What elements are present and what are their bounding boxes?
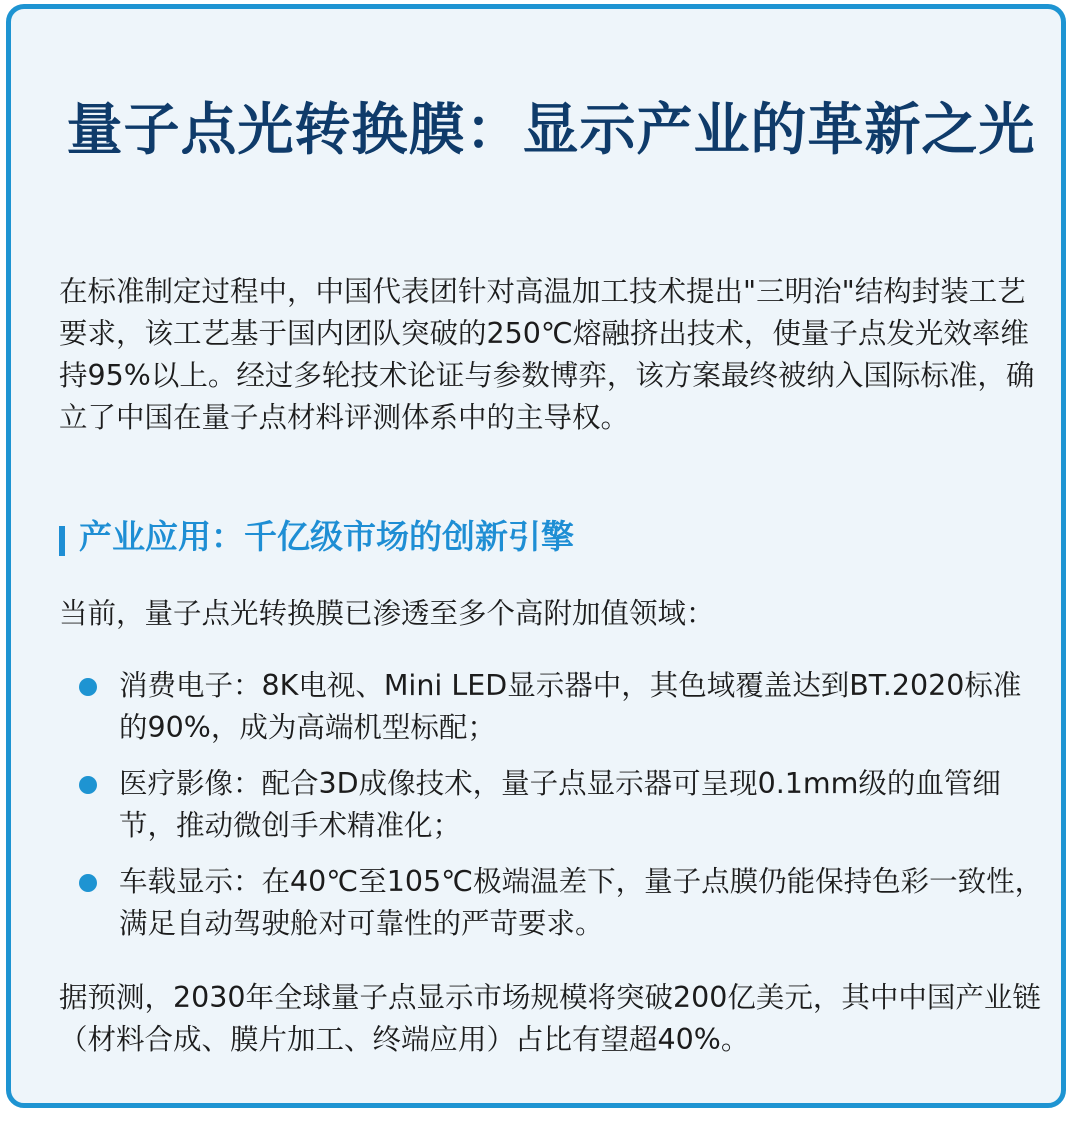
list-item-text: 医疗影像：配合3D成像技术，量子点显示器可呈现0.1mm级的血管细节，推动微创手术精准化； [119, 767, 1001, 842]
intro-paragraph: 在标准制定过程中，中国代表团针对高温加工技术提出"三明治"结构封装工艺要求，该工艺基于国内团队突破的250℃熔融挤出技术，使量子点发光效率维持95%以上。经过多轮技术论证与参数博弈，该方案最终被纳入国际标准，确立了中国在量子点材料评测体系中的主导权。 [59, 275, 1035, 434]
article-card [6, 4, 1066, 1108]
section-heading [59, 515, 574, 559]
list-item [79, 763, 1049, 847]
section-accent-bar [59, 526, 65, 556]
list-item [79, 665, 1049, 749]
bullet-dot-icon [79, 776, 97, 794]
list-item-text: 消费电子：8K电视、Mini LED显示器中，其色域覆盖达到BT.2020标准的90%，成为高端机型标配； [119, 669, 1022, 744]
article-title: 量子点光转换膜：显示产业的革新之光 [66, 98, 1036, 163]
section-title: 产业应用：千亿级市场的创新引擎 [79, 517, 574, 556]
bullet-dot-icon [79, 678, 97, 696]
lead-paragraph: 当前，量子点光转换膜已渗透至多个高附加值领域： [59, 597, 715, 630]
list-item [79, 861, 1049, 945]
closing-paragraph: 据预测，2030年全球量子点显示市场规模将突破200亿美元，其中中国产业链（材料合成、膜片加工、终端应用）占比有望超40%。 [59, 981, 1041, 1056]
bullet-dot-icon [79, 874, 97, 892]
application-list [79, 665, 1049, 959]
list-item-text: 车载显示：在40℃至105℃极端温差下，量子点膜仍能保持色彩一致性，满足自动驾驶舱对可靠性的严苛要求。 [119, 865, 1044, 940]
